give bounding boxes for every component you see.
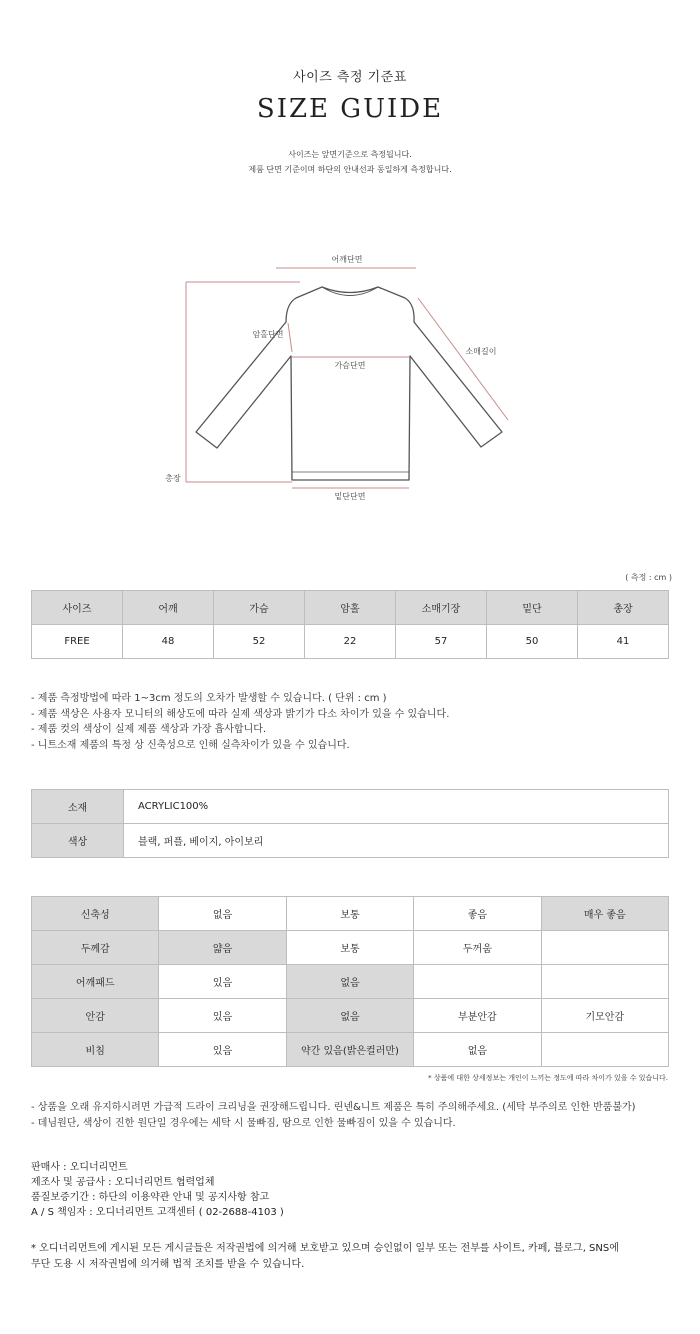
care-item: - 상품을 오래 유지하시려면 가급적 드라이 크리닝을 권장해드립니다. 린넨&니트 제품은 특히 주의해주세요. (세탁 부주의로 인한 반품불가) bbox=[31, 1102, 636, 1113]
char-cell: 기모안감 bbox=[541, 999, 668, 1033]
char-cell-selected: 없음 bbox=[286, 965, 413, 999]
sweater-outline bbox=[196, 287, 502, 480]
char-cell-selected: 매우 좋음 bbox=[541, 897, 668, 931]
note-item: - 제품 색상은 사용자 모니터의 해상도에 따라 실제 색상과 밝기가 다소 차이가 있을 수 있습니다. bbox=[31, 708, 450, 720]
intro-line-1: 사이즈는 앞면기준으로 측정됩니다. bbox=[288, 150, 412, 159]
color-label: 색상 bbox=[32, 824, 124, 858]
header-length: 총장 bbox=[578, 591, 669, 625]
note-item: - 제품 컷의 색상이 실제 제품 색상과 가장 흡사합니다. bbox=[31, 724, 267, 735]
char-cell bbox=[541, 931, 668, 965]
sleeve-measure-line bbox=[418, 298, 508, 420]
hem-label: 밑단단면 bbox=[334, 492, 366, 501]
intro-line-2: 제품 단면 기준이며 하단의 안내선과 동일하게 측정합니다. bbox=[248, 165, 452, 174]
char-cell: 보통 bbox=[286, 897, 413, 931]
seller-info bbox=[31, 1160, 284, 1220]
note-item: - 제품 측정방법에 따라 1~3cm 정도의 오차가 발생할 수 있습니다. ( 단위 : cm ) bbox=[31, 693, 387, 704]
characteristics-table bbox=[31, 896, 669, 1067]
measurement-unit: ( 측정 : cm ) bbox=[625, 573, 672, 582]
header-armhole: 암홀 bbox=[305, 591, 396, 625]
char-cell: 부분안감 bbox=[414, 999, 541, 1033]
char-cell-selected: 얇음 bbox=[159, 931, 286, 965]
collar-line bbox=[322, 287, 378, 296]
char-cell: 좋음 bbox=[414, 897, 541, 931]
table-row bbox=[32, 897, 669, 931]
table-row bbox=[32, 824, 669, 858]
length-value: 41 bbox=[578, 625, 669, 659]
table-row bbox=[32, 931, 669, 965]
char-cell: 두꺼움 bbox=[414, 931, 541, 965]
shoulder-pad-label: 어깨패드 bbox=[32, 965, 159, 999]
copyright-notice bbox=[31, 1241, 619, 1273]
material-label: 소재 bbox=[32, 790, 124, 824]
stretch-label: 신축성 bbox=[32, 897, 159, 931]
warranty: 품질보증기간 : 하단의 이용약관 안내 및 공지사항 참고 bbox=[31, 1192, 270, 1203]
length-label: 총장 bbox=[165, 474, 181, 483]
sleeve-value: 57 bbox=[396, 625, 487, 659]
lining-label: 안감 bbox=[32, 999, 159, 1033]
see-through-label: 비침 bbox=[32, 1033, 159, 1067]
table-row bbox=[32, 625, 669, 659]
char-cell bbox=[541, 1033, 668, 1067]
header-hem: 밑단 bbox=[487, 591, 578, 625]
char-cell: 있음 bbox=[159, 965, 286, 999]
header-shoulder: 어깨 bbox=[123, 591, 214, 625]
char-cell: 있음 bbox=[159, 1033, 286, 1067]
table-row bbox=[32, 999, 669, 1033]
chest-label: 가슴단면 bbox=[334, 361, 366, 370]
shoulder-value: 48 bbox=[123, 625, 214, 659]
manufacturer: 제조사 및 공급사 : 오디너리먼트 협력업체 bbox=[31, 1177, 215, 1188]
measurement-notes bbox=[31, 691, 449, 753]
as-contact: A / S 책임자 : 오디너리먼트 고객센터 ( 02-2688-4103 ) bbox=[31, 1207, 284, 1218]
char-cell-selected: 약간 있음(밝은컬러만) bbox=[286, 1033, 413, 1067]
char-cell: 없음 bbox=[414, 1033, 541, 1067]
header-sleeve: 소매기장 bbox=[396, 591, 487, 625]
note-item: - 니트소재 제품의 특정 상 신축성으로 인해 실측차이가 있을 수 있습니다. bbox=[31, 739, 350, 751]
char-cell bbox=[541, 965, 668, 999]
copyright-line: 무단 도용 시 저작권법에 의거해 법적 조치를 받을 수 있습니다. bbox=[31, 1259, 305, 1270]
header-size: 사이즈 bbox=[32, 591, 123, 625]
char-cell: 보통 bbox=[286, 931, 413, 965]
care-notes bbox=[31, 1100, 636, 1132]
material-table bbox=[31, 789, 669, 858]
chest-value: 52 bbox=[214, 625, 305, 659]
header-chest: 가슴 bbox=[214, 591, 305, 625]
char-cell bbox=[414, 965, 541, 999]
size-table-header bbox=[32, 591, 669, 625]
sleeve-label: 소매길이 bbox=[465, 347, 497, 356]
characteristics-note: * 상품에 대한 상세정보는 개인이 느끼는 정도에 따라 차이가 있을 수 있습니다. bbox=[428, 1074, 668, 1082]
thickness-label: 두께감 bbox=[32, 931, 159, 965]
page-title: SIZE GUIDE bbox=[256, 94, 444, 124]
material-value: ACRYLIC100% bbox=[124, 790, 669, 824]
char-cell: 없음 bbox=[159, 897, 286, 931]
seller: 판매사 : 오디너리먼트 bbox=[31, 1162, 128, 1173]
subtitle: 사이즈 측정 기준표 bbox=[293, 70, 407, 85]
sweater-diagram bbox=[0, 245, 700, 515]
char-cell-selected: 없음 bbox=[286, 999, 413, 1033]
armhole-measure-line bbox=[288, 323, 292, 352]
size-table bbox=[31, 590, 669, 659]
hem-value: 50 bbox=[487, 625, 578, 659]
copyright-line: * 오디너리먼트에 게시된 모든 게시글들은 저작권법에 의거해 보호받고 있으며 승인없이 일부 또는 전부를 사이트, 카페, 블로그, SNS에 bbox=[31, 1243, 619, 1254]
table-row bbox=[32, 1033, 669, 1067]
armhole-value: 22 bbox=[305, 625, 396, 659]
size-value: FREE bbox=[32, 625, 123, 659]
char-cell: 있음 bbox=[159, 999, 286, 1033]
table-row bbox=[32, 790, 669, 824]
table-row bbox=[32, 965, 669, 999]
shoulder-label: 어깨단면 bbox=[331, 255, 363, 264]
armhole-label: 암홀단면 bbox=[252, 330, 284, 339]
care-item: - 데님원단, 색상이 진한 원단일 경우에는 세탁 시 물빠짐, 땀으로 인한 물빠짐이 있을 수 있습니다. bbox=[31, 1118, 456, 1129]
color-value: 블랙, 퍼플, 베이지, 아이보리 bbox=[124, 824, 669, 858]
